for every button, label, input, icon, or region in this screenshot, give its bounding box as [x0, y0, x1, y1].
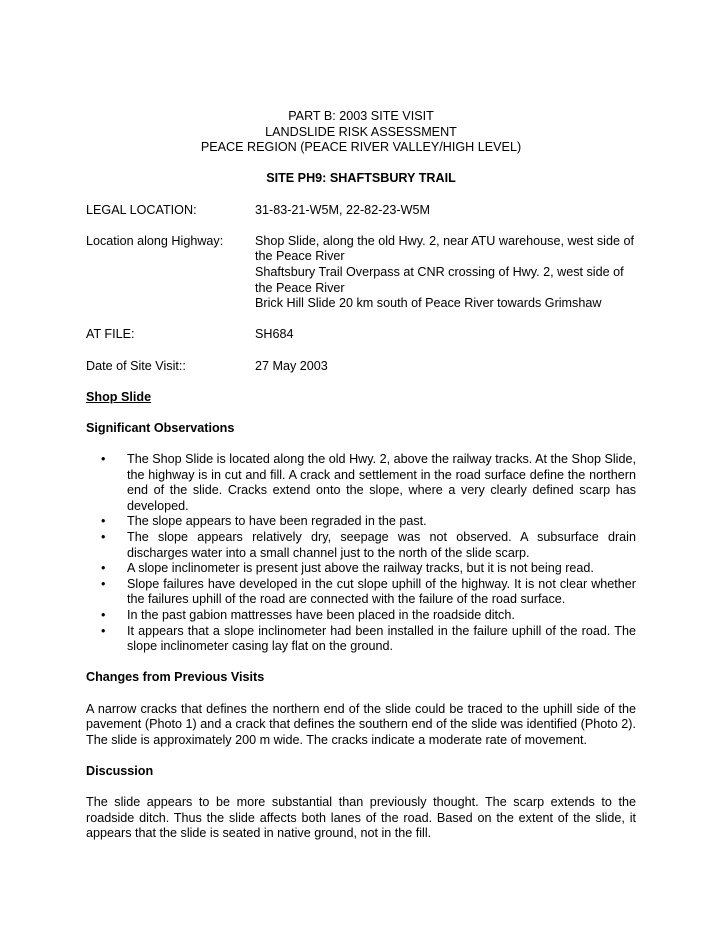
site-title: SITE PH9: SHAFTSBURY TRAIL [266, 171, 456, 186]
changes-paragraph: A narrow cracks that defines the northern end of the slide could be traced to the uphill side of the pavement (Photo 1) and a crack that defines the southern end of the slide was identified (Photo 2). The slide is approximately 200 m wide. The cracks indicate a moderate rate of movement. [86, 701, 636, 747]
shop-slide-heading: Shop Slide [86, 389, 152, 404]
bullet-icon: • [101, 623, 106, 638]
observation-text: The slope appears relatively dry, seepage was not observed. A subsurface drain discharges water into a small channel just to the north of the slide scarp. [127, 530, 636, 560]
changes-heading: Changes from Previous Visits [86, 670, 265, 685]
list-item [86, 514, 636, 530]
observation-text: The slope appears to have been regraded in the past. [127, 514, 427, 529]
list-item [86, 608, 636, 624]
discussion-paragraph: The slide appears to be more substantial than previously thought. The scarp extends to the roadside ditch. Thus the slide affects both lanes of the road. Based on the extent of the slide, it appears that the slide is seated in native ground, not in the fill. [86, 795, 636, 841]
observations-heading: Significant Observations [86, 420, 235, 435]
observation-text: The Shop Slide is located along the old Hwy. 2, above the railway tracks. At the Shop Slide, the highway is in cut and fill. A crack and settlement in the road surface define the northern end of the slide. Cracks extend onto the slope, where a very clearly defined scarp has developed. [127, 452, 636, 513]
legal-location-value: 31-83-21-W5M, 22-82-23-W5M [255, 202, 430, 217]
date-of-visit-label: Date of Site Visit:: [86, 358, 186, 373]
bullet-icon: • [101, 561, 106, 576]
header-line-assessment: LANDSLIDE RISK ASSESSMENT [265, 124, 457, 139]
observations-list [86, 452, 636, 655]
observation-text: A slope inclinometer is present just above the railway tracks, but it is not being read. [127, 561, 594, 576]
location-value-shop-slide: Shop Slide, along the old Hwy. 2, near ATU warehouse, west side of the Peace River [255, 233, 634, 264]
header-line-region: PEACE REGION (PEACE RIVER VALLEY/HIGH LEVEL) [200, 140, 522, 155]
location-along-highway-row [86, 234, 636, 312]
list-item [86, 561, 636, 577]
at-file-value: SH684 [255, 327, 294, 342]
date-of-visit-row [86, 359, 636, 375]
list-item [86, 452, 636, 514]
bullet-icon: • [101, 514, 106, 529]
bullet-icon: • [101, 576, 106, 591]
location-along-highway-values [255, 234, 636, 312]
observation-text: It appears that a slope inclinometer had been installed in the failure uphill of the road. The slope inclinometer casing lay flat on the ground. [127, 623, 636, 654]
location-along-highway-label: Location along Highway: [86, 233, 224, 248]
list-item [86, 577, 636, 608]
list-item [86, 530, 636, 561]
observation-text: In the past gabion mattresses have been placed in the roadside ditch. [127, 608, 515, 622]
bullet-icon: • [101, 608, 106, 622]
document-page [86, 109, 636, 842]
discussion-heading: Discussion [86, 763, 154, 778]
bullet-icon: • [101, 452, 106, 467]
location-value-overpass: Shaftsbury Trail Overpass at CNR crossing of Hwy. 2, west side of the Peace River [255, 264, 624, 295]
legal-location-label: LEGAL LOCATION: [86, 202, 197, 217]
legal-location-row [86, 203, 636, 219]
at-file-row [86, 327, 636, 343]
bullet-icon: • [101, 530, 106, 545]
list-item [86, 624, 636, 655]
location-value-brick-hill: Brick Hill Slide 20 km south of Peace River towards Grimshaw [255, 296, 602, 311]
header-line-part: PART B: 2003 SITE VISIT [288, 109, 434, 123]
observation-text: Slope failures have developed in the cut slope uphill of the highway. It is not clear whether the failures uphill of the road are connected with the failure of the road surface. [127, 576, 636, 607]
at-file-label: AT FILE: [86, 327, 135, 342]
date-of-visit-value: 27 May 2003 [255, 358, 328, 373]
